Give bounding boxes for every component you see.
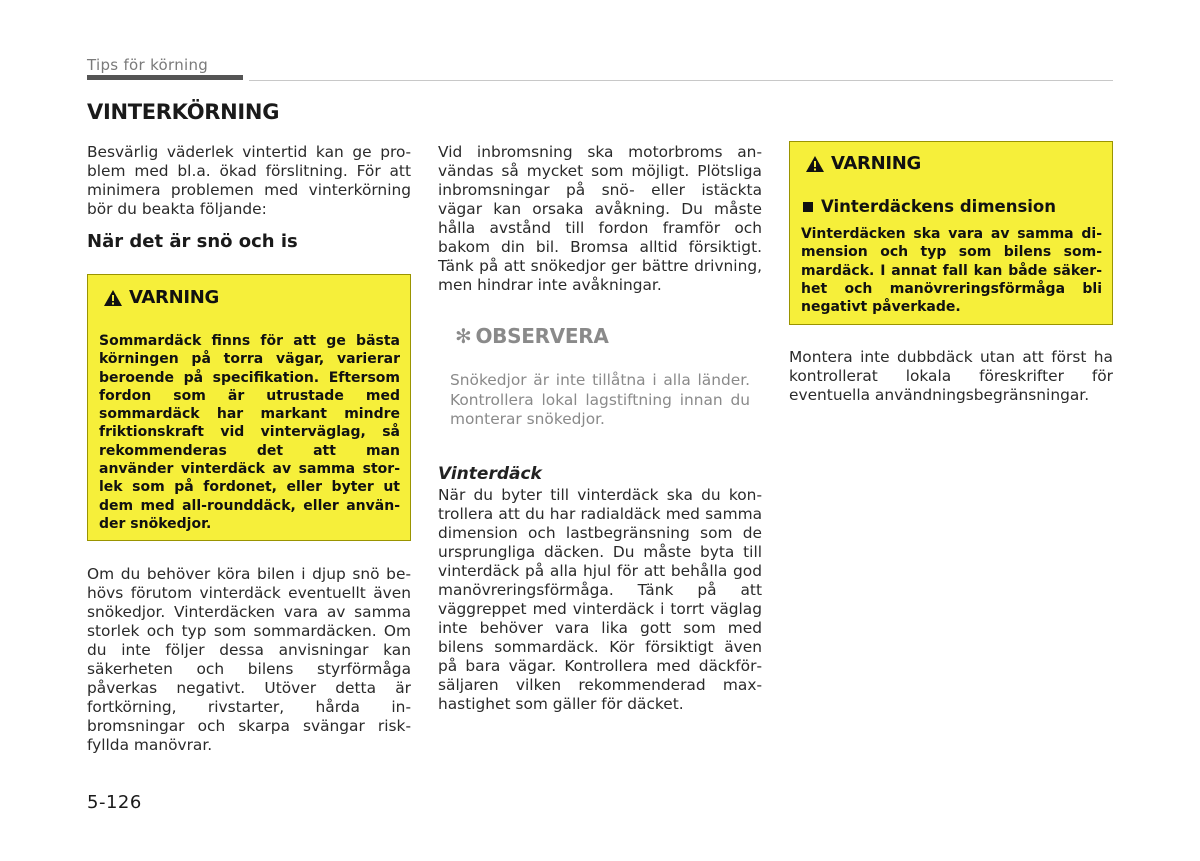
warning-triangle-icon: [805, 155, 825, 173]
note-header: [455, 324, 609, 348]
braking-paragraph: Vid inbromsning ska motorbroms användas så mycket som möjligt. Plötsliga inbromsningar på snö- eller istäckta vägar kan orsaka avåkning. Du måste hålla avstånd till fordon framför och bakom din bil. Bromsa alltid försiktigt. Tänk på att snökedjor ger bättre drivning, men hindrar inte avåkningar.: [438, 143, 762, 294]
column-1-intro: [87, 143, 411, 219]
subheading-winter-tires: Vinterdäck: [438, 464, 542, 484]
column-2-body: [438, 486, 762, 714]
warning-header: [805, 153, 921, 174]
column-2-intro: [438, 143, 762, 295]
winter-tires-paragraph: När du byter till vinterdäck ska du kontrollera att du har radialdäck med samma dimension och lastbegränsning som de ursprungliga däcken. Du måste byta till vinterdäck på alla hjul för att behålla god manövreringsförmåga. Tänk på att väggreppet med vinterdäck i torrt väglag inte behöver vara lika gott som med bilens sommardäck. Kör försiktigt även på bara vägar. Kontrollera med däckförsäljaren vilken rekommenderad maxhastighet som gäller för däcket.: [438, 486, 762, 713]
note-text: Snökedjor är inte tillåtna i alla länder. Kontrollera lokal lagstiftning innan du monterar snökedjor.: [450, 371, 750, 428]
intro-paragraph: Besvärlig väderlek vintertid kan ge problem med bl.a. ökad förslitning. För att minimera problemen med vinterkörning bör du beakta följande:: [87, 143, 411, 218]
column-1-body: [87, 565, 411, 755]
warning-title: VARNING: [129, 287, 220, 308]
header-rule-dark: [87, 75, 243, 80]
subheading-snow-ice: När det är snö och is: [87, 231, 298, 252]
asterisk-icon: ✻: [455, 324, 472, 348]
warning-title: VARNING: [831, 153, 922, 174]
square-bullet-icon: [803, 202, 813, 212]
section-label: Tips för körning: [87, 56, 209, 74]
warning-box-tire-dimension: [789, 141, 1113, 325]
warning-box-summer-tires: [87, 274, 411, 541]
page-title: VINTERKÖRNING: [87, 100, 280, 124]
warning-header: [103, 287, 219, 308]
warning-subtitle-text: Vinterdäckens dimension: [821, 197, 1057, 216]
note-title: OBSERVERA: [475, 324, 609, 348]
warning-text: Sommardäck finns för att ge bästa körningen på torra vägar, varierar beroende på specifikation. Eftersom fordon som är utrustade med sommardäck har markant mindre friktionskraft vid vinterväglag, så rekommenderas det att man använder vinterdäck av samma storlek som på fordonet, eller byter ut dem med all-rounddäck, eller använder snökedjor.: [99, 333, 400, 532]
studded-tires-paragraph: Montera inte dubbdäck utan att först ha kontrollerat lokala föreskrifter för eventuella användningsbegränsningar.: [789, 348, 1113, 404]
column-3-body: [789, 348, 1113, 405]
deep-snow-paragraph: Om du behöver köra bilen i djup snö behövs förutom vinterdäck eventuellt även snökedjor. Vinterdäcken vara av samma storlek och typ som sommardäcken. Om du inte följer dessa anvisningar kan säkerheten och bilens styrförmåga påverkas negativt. Utöver detta är fortkörning, rivstarter, hårda inbromsningar och skarpa svängar riskfyllda manövrar.: [87, 565, 411, 754]
warning-triangle-icon: [103, 289, 123, 307]
warning-text: Vinterdäcken ska vara av samma dimension och typ som bilens sommardäck. I annat fall kan både säkerhet och manövreringsförmåga bli negativt påverkade.: [801, 226, 1102, 316]
header-rule-light: [249, 80, 1113, 81]
warning-subtitle: [803, 197, 1056, 216]
page-number: 5-126: [87, 792, 142, 813]
